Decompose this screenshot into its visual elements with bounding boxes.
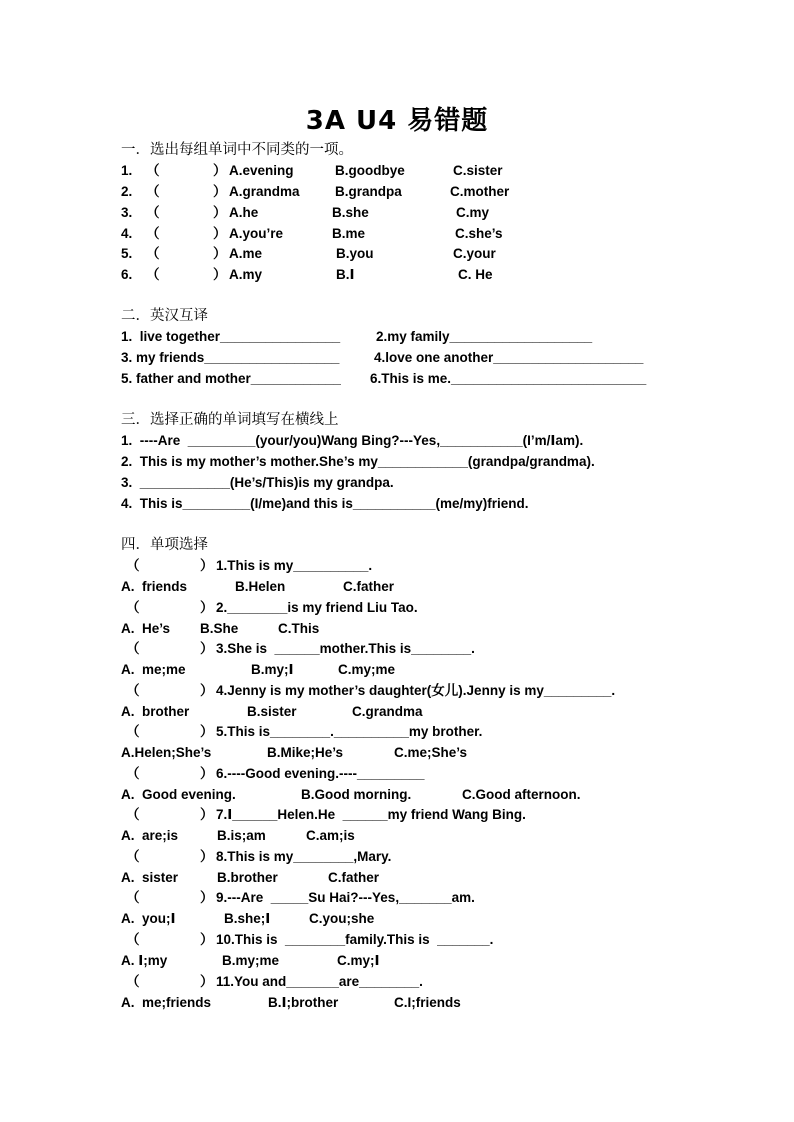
paren-open: （ — [126, 641, 140, 656]
option-b: B.me — [332, 226, 366, 241]
option-c: C.my;Ⅰ — [337, 953, 380, 968]
paren-close: ） — [200, 683, 214, 698]
question-stem: 11.You and_______are________. — [216, 974, 423, 989]
section-2-heading: 二．英汉互译 — [121, 308, 208, 324]
option-b: B.grandpa — [335, 184, 402, 199]
fill-in-line: 4. This is_________(I/me)and this is___________(me/my)friend. — [121, 496, 529, 511]
option-b: B.my;me — [222, 953, 280, 968]
paren-close: ） — [213, 205, 227, 220]
paren-open: （ — [126, 724, 140, 739]
paren-open: （ — [126, 600, 140, 615]
option-b: B.brother — [217, 870, 278, 885]
option-b: B.Helen — [235, 579, 286, 594]
option-a: A. friends — [121, 579, 188, 594]
paren-open: （ — [126, 932, 140, 947]
option-b: B.Ⅰ;brother — [268, 995, 339, 1010]
paren-open: （ — [146, 267, 160, 282]
option-b: B.my;Ⅰ — [251, 662, 294, 677]
option-a: A. Ⅰ;my — [121, 953, 168, 968]
option-c: C.you;she — [309, 911, 375, 926]
option-c: C.This — [278, 621, 320, 636]
question-stem: 9.---Are _____Su Hai?---Yes,_______am. — [216, 890, 475, 905]
option-b: B.sister — [247, 704, 297, 719]
paren-open: （ — [126, 683, 140, 698]
question-stem: 2.________is my friend Liu Tao. — [216, 600, 418, 615]
option-b: B.She — [200, 621, 239, 636]
item-number: 2. — [121, 184, 133, 199]
option-a: A.grandma — [229, 184, 300, 199]
option-b: B.she — [332, 205, 369, 220]
section-4-heading: 四．单项选择 — [121, 537, 208, 553]
question-stem: 8.This is my________,Mary. — [216, 849, 392, 864]
option-a: A. are;is — [121, 828, 179, 843]
paren-close: ） — [200, 974, 214, 989]
option-a: A. Good evening. — [121, 787, 236, 802]
paren-open: （ — [146, 184, 160, 199]
section-1-heading: 一．选出每组单词中不同类的一项。 — [121, 142, 353, 158]
question-stem: 5.This is________.__________my brother. — [216, 724, 483, 739]
option-a: A. sister — [121, 870, 179, 885]
question-stem: 1.This is my__________. — [216, 558, 373, 573]
item-number: 3. — [121, 205, 133, 220]
paren-close: ） — [213, 163, 227, 178]
paren-close: ） — [200, 558, 214, 573]
option-c: C.mother — [450, 184, 510, 199]
option-a: A. you;Ⅰ — [121, 911, 176, 926]
option-a: A.my — [229, 267, 263, 282]
option-b: B.Ⅰ — [336, 267, 355, 282]
paren-close: ） — [200, 724, 214, 739]
option-b: B.goodbye — [335, 163, 405, 178]
paren-close: ） — [213, 267, 227, 282]
paren-close: ） — [200, 807, 214, 822]
paren-close: ） — [200, 932, 214, 947]
translation-right: 4.love one another____________________ — [374, 350, 644, 365]
item-number: 1. — [121, 163, 133, 178]
paren-close: ） — [200, 600, 214, 615]
option-c: C.Good afternoon. — [462, 787, 581, 802]
item-number: 6. — [121, 267, 133, 282]
option-c: C. He — [458, 267, 493, 282]
paren-close: ） — [200, 890, 214, 905]
option-a: A. brother — [121, 704, 190, 719]
page-title: 3A U4 易错题 — [305, 106, 489, 136]
option-c: C.I;friends — [394, 995, 461, 1010]
paren-open: （ — [126, 558, 140, 573]
option-a: A.he — [229, 205, 259, 220]
question-stem: 7.Ⅰ______Helen.He ______my friend Wang Bing. — [216, 807, 526, 822]
translation-right: 6.This is me.__________________________ — [370, 371, 647, 386]
translation-left: 5. father and mother____________ — [121, 371, 341, 386]
paren-close: ） — [213, 226, 227, 241]
option-c: C.father — [328, 870, 380, 885]
option-c: C.am;is — [306, 828, 355, 843]
question-stem: 6.----Good evening.----_________ — [216, 766, 425, 781]
paren-open: （ — [146, 163, 160, 178]
option-b: B.is;am — [217, 828, 266, 843]
option-a: A. me;me — [121, 662, 186, 677]
option-c: C.grandma — [352, 704, 423, 719]
option-b: B.she;Ⅰ — [224, 911, 271, 926]
question-stem: 10.This is ________family.This is _______. — [216, 932, 494, 947]
option-c: C.my — [456, 205, 490, 220]
section-3-heading: 三．选择正确的单词填写在横线上 — [121, 412, 339, 428]
option-c: C.she’s — [455, 226, 503, 241]
paren-open: （ — [126, 807, 140, 822]
option-c: C.father — [343, 579, 395, 594]
translation-left: 1. live together________________ — [121, 329, 341, 344]
option-b: B.you — [336, 246, 374, 261]
option-a: A.evening — [229, 163, 294, 178]
paren-open: （ — [146, 226, 160, 241]
option-a: A.me — [229, 246, 263, 261]
paren-close: ） — [200, 849, 214, 864]
option-c: C.your — [453, 246, 496, 261]
paren-open: （ — [126, 974, 140, 989]
paren-close: ） — [200, 641, 214, 656]
fill-in-line: 3. ____________(He’s/This)is my grandpa. — [121, 475, 394, 490]
translation-right: 2.my family___________________ — [376, 329, 593, 344]
question-stem: 4.Jenny is my mother’s daughter(女儿).Jenny is my_________. — [216, 683, 616, 698]
translation-left: 3. my friends__________________ — [121, 350, 340, 365]
paren-open: （ — [146, 246, 160, 261]
paren-open: （ — [126, 890, 140, 905]
paren-close: ） — [200, 766, 214, 781]
fill-in-line: 2. This is my mother’s mother.She’s my____________(grandpa/grandma). — [121, 454, 595, 469]
fill-in-line: 1. ----Are _________(your/you)Wang Bing?---Yes,___________(I’m/Ⅰam). — [121, 433, 584, 448]
option-b: B.Mike;He’s — [267, 745, 344, 760]
option-c: C.my;me — [338, 662, 396, 677]
paren-open: （ — [126, 849, 140, 864]
paren-close: ） — [213, 246, 227, 261]
option-a: A.Helen;She’s — [121, 745, 212, 760]
paren-open: （ — [126, 766, 140, 781]
option-a: A. me;friends — [121, 995, 212, 1010]
option-c: C.me;She’s — [394, 745, 468, 760]
paren-open: （ — [146, 205, 160, 220]
option-c: C.sister — [453, 163, 503, 178]
option-b: B.Good morning. — [301, 787, 412, 802]
option-a: A.you’re — [229, 226, 284, 241]
item-number: 4. — [121, 226, 133, 241]
item-number: 5. — [121, 246, 133, 261]
question-stem: 3.She is ______mother.This is________. — [216, 641, 475, 656]
paren-close: ） — [213, 184, 227, 199]
option-a: A. He’s — [121, 621, 171, 636]
